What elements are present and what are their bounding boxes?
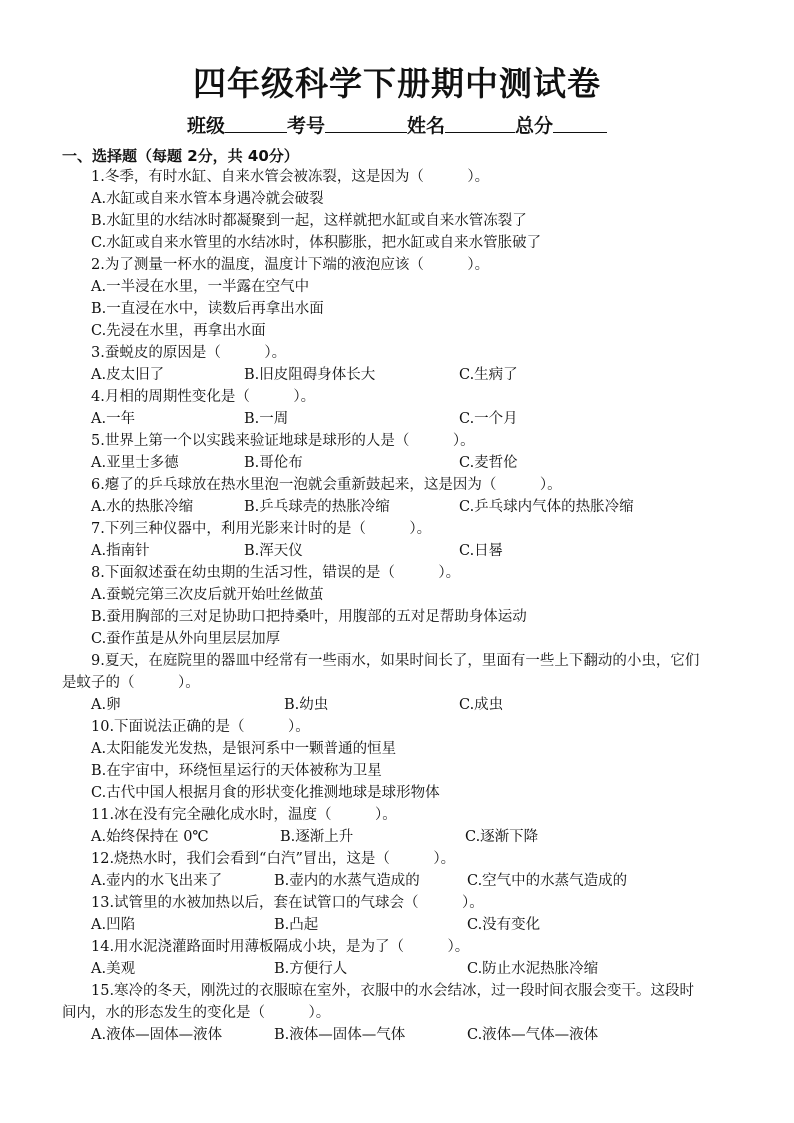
question-3-option-b: B.旧皮阻碍身体长大: [244, 367, 376, 383]
name-blank: [445, 114, 515, 133]
question-2-option-b: B.一直浸在水中，读数后再拿出水面: [91, 301, 324, 317]
question-12-option-b: B.壶内的水蒸气造成的: [274, 873, 420, 889]
question-8-stem: 8.下面叙述蚕在幼虫期的生活习性，错误的是（ ）。: [91, 565, 461, 581]
question-14-option-a: A.美观: [91, 961, 136, 977]
question-1-option-b: B.水缸里的水结冰时都凝聚到一起，这样就把水缸或自来水管冻裂了: [91, 213, 527, 229]
class-label: 班级: [186, 115, 225, 137]
question-6-option-c: C.乒乓球内气体的热胀冷缩: [459, 499, 634, 515]
section-heading: 一、选择题（每题 2分，共 40分）: [62, 147, 299, 165]
exam-no-label: 考号: [286, 115, 325, 137]
question-10-option-b: B.在宇宙中，环绕恒星运行的天体被称为卫星: [91, 763, 382, 779]
question-11-option-c: C.逐渐下降: [465, 829, 539, 845]
question-2-stem: 2.为了测量一杯水的温度，温度计下端的液泡应该（ ）。: [91, 257, 490, 273]
question-1-option-c: C.水缸或自来水管里的水结冰时，体积膨胀，把水缸或自来水管胀破了: [91, 235, 542, 251]
question-7-stem: 7.下列三种仪器中，利用光影来计时的是（ ）。: [91, 521, 432, 537]
question-3-option-a: A.皮太旧了: [91, 367, 165, 383]
question-1-stem: 1.冬季，有时水缸、自来水管会被冻裂，这是因为（ ）。: [91, 169, 490, 185]
question-15-stem-line-2: 间内，水的形态发生的变化是（ ）。: [62, 1005, 331, 1021]
name-label: 姓名: [407, 115, 446, 137]
question-4-option-c: C.一个月: [459, 411, 518, 427]
question-5-option-a: A.亚里士多德: [91, 455, 179, 471]
exam-no-blank: [325, 114, 407, 133]
question-15-option-b: B.液体—固体—气体: [274, 1027, 406, 1043]
question-11-stem: 11.冰在没有完全融化成水时，温度（ ）。: [91, 807, 397, 823]
question-5-option-b: B.哥伦布: [244, 455, 303, 471]
question-9-option-a: A.卵: [91, 697, 121, 713]
score-blank: [553, 114, 607, 133]
question-4-option-a: A.一年: [91, 411, 136, 427]
question-7-option-a: A.指南针: [91, 543, 150, 559]
question-7-option-c: C.日晷: [459, 543, 504, 559]
question-13-stem: 13.试管里的水被加热以后，套在试管口的气球会（ ）。: [91, 895, 484, 911]
question-9-stem-line-2: 是蚊子的（ ）。: [62, 675, 200, 691]
question-10-option-a: A.太阳能发光发热，是银河系中一颗普通的恒星: [91, 741, 397, 757]
question-15-option-a: A.液体—固体—液体: [91, 1027, 223, 1043]
question-8-option-b: B.蚕用胸部的三对足协助口把持桑叶，用腹部的五对足帮助身体运动: [91, 609, 527, 625]
question-5-stem: 5.世界上第一个以实践来验证地球是球形的人是（ ）。: [91, 433, 475, 449]
question-15-option-c: C.液体—气体—液体: [467, 1027, 599, 1043]
question-13-option-a: A.凹陷: [91, 917, 136, 933]
question-5-option-c: C.麦哲伦: [459, 455, 518, 471]
question-6-stem: 6.瘪了的乒乓球放在热水里泡一泡就会重新鼓起来，这是因为（ ）。: [91, 477, 562, 493]
question-3-stem: 3.蚕蜕皮的原因是（ ）。: [91, 345, 287, 361]
class-blank: [225, 114, 287, 133]
question-2-option-a: A.一半浸在水里，一半露在空气中: [91, 279, 310, 295]
page-title: 四年级科学下册期中测试卷: [193, 64, 601, 103]
question-6-option-b: B.乒乓球壳的热胀冷缩: [244, 499, 390, 515]
question-3-option-c: C.生病了: [459, 367, 518, 383]
question-7-option-b: B.浑天仪: [244, 543, 303, 559]
question-8-option-a: A.蚕蜕完第三次皮后就开始吐丝做茧: [91, 587, 324, 603]
score-label: 总分: [515, 115, 554, 137]
question-10-option-c: C.古代中国人根据月食的形状变化推测地球是球形物体: [91, 785, 440, 801]
question-12-stem: 12.烧热水时，我们会看到“白汽”冒出，这是（ ）。: [91, 851, 456, 867]
question-10-stem: 10.下面说法正确的是（ ）。: [91, 719, 310, 735]
question-14-option-b: B.方便行人: [274, 961, 348, 977]
question-2-option-c: C.先浸在水里，再拿出水面: [91, 323, 266, 339]
question-11-option-a: A.始终保持在 0℃: [91, 829, 209, 845]
question-9-stem-line-1: 9.夏天，在庭院里的器皿中经常有一些雨水，如果时间长了，里面有一些上下翻动的小虫，它们: [91, 653, 700, 669]
question-14-option-c: C.防止水泥热胀冷缩: [467, 961, 599, 977]
question-4-stem: 4.月相的周期性变化是（ ）。: [91, 389, 316, 405]
question-9-option-b: B.幼虫: [284, 697, 329, 713]
question-6-option-a: A.水的热胀冷缩: [91, 499, 194, 515]
question-12-option-a: A.壶内的水飞出来了: [91, 873, 223, 889]
question-14-stem: 14.用水泥浇灌路面时用薄板隔成小块，是为了（ ）。: [91, 939, 470, 955]
question-13-option-b: B.凸起: [274, 917, 319, 933]
question-8-option-c: C.蚕作茧是从外向里层层加厚: [91, 631, 281, 647]
student-info-line: [0, 111, 794, 138]
question-4-option-b: B.一周: [244, 411, 289, 427]
question-1-option-a: A.水缸或自来水管本身遇冷就会破裂: [91, 191, 324, 207]
question-9-option-c: C.成虫: [459, 697, 504, 713]
question-15-stem-line-1: 15.寒冷的冬天，刚洗过的衣服晾在室外，衣服中的水会结冰，过一段时间衣服会变干。这段时: [91, 983, 695, 999]
question-12-option-c: C.空气中的水蒸气造成的: [467, 873, 628, 889]
question-11-option-b: B.逐渐上升: [280, 829, 354, 845]
question-13-option-c: C.没有变化: [467, 917, 541, 933]
